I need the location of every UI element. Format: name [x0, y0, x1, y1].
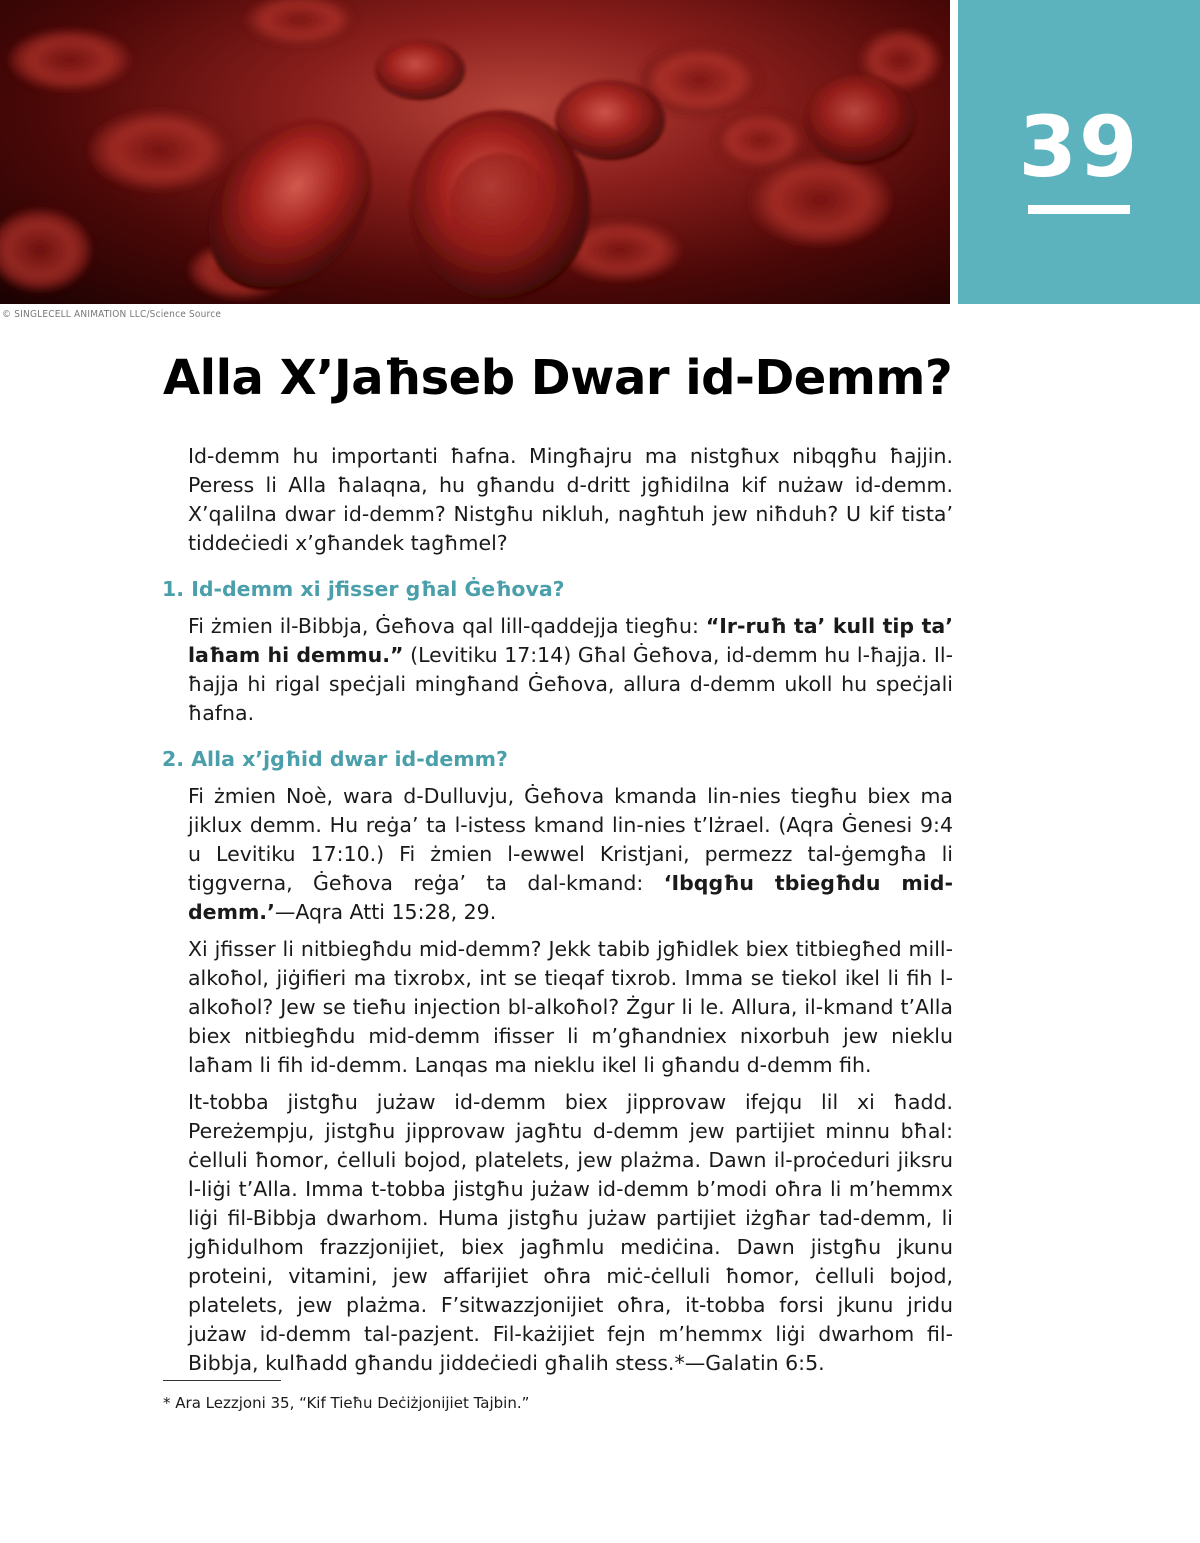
section-2-paragraph-1: Fi żmien Noè, wara d-Dulluvju, Ġeħova kmanda lin-nies tiegħu biex ma jiklux demm. Hu reġa’ ta l-istess kmand lin-nies t’Iżrael. (Aqra Ġenesi 9:4 u Levitiku 17:10.) Fi żmien l-ewwel Kristjani, permezz tal-ġemgħa li tiggverna, Ġeħova reġa’ ta dal-kmand: ‘Ibqgħu tbiegħdu mid-demm.’—Aqra Atti 15:28, 29. — [188, 784, 953, 924]
blood-cells-image — [0, 0, 950, 304]
section-heading-2: 2. Alla x’jgħid dwar id-demm? — [162, 747, 508, 771]
footnote: * Ara Lezzjoni 35, “Kif Tieħu Deċiżjonijiet Tajbin.” — [163, 1394, 530, 1412]
section-1-paragraph: Fi żmien il-Bibbja, Ġeħova qal lill-qaddejja tiegħu: “Ir-ruħ ta’ kull tip ta’ laħam hi demmu.” (Levitiku 17:14) Għal Ġeħova, id-demm hu l-ħajja. Il-ħajja hi rigal speċjali mingħand Ġeħova, allura d-demm ukoll hu speċjali ħafna. — [188, 614, 954, 725]
footnote-divider — [163, 1380, 281, 1381]
image-credit: © SINGLECELL ANIMATION LLC/Science Source — [2, 309, 222, 320]
article-body — [162, 442, 954, 1386]
badge-underline — [1028, 205, 1130, 214]
lesson-number: 39 — [1018, 98, 1140, 196]
scripture-quote-2: ‘Ibqgħu tbiegħdu mid-demm.’ — [188, 871, 953, 924]
section-2-paragraph-3: It-tobba jistgħu jużaw id-demm biex jipprovaw ifejqu lil xi ħadd. Pereżempju, jistgħu jipprovaw jagħtu d-demm jew partijiet minnu bħal: ċelluli ħomor, ċelluli bojod, platelets, jew plażma. Dawn il-proċeduri jiksru l-liġi t’Alla. Imma t-tobba jistgħu jużaw id-demm b’modi oħra li m’hemmx liġi fil-Bibbja dwarhom. Huma jistgħu jużaw partijiet iżgħar tad-demm, li jgħidulhom frazzjonijiet, biex jagħmlu mediċina. Dawn jistgħu jkunu proteini, vitamini, jew affarijiet oħra miċ-ċelluli ħomor, ċelluli bojod, platelets, jew plażma. F’sitwazzjonijiet oħra, it-tobba forsi jkunu jridu jużaw id-demm tal-pazjent. Fil-każijiet fejn m’hemmx liġi dwarhom fil-Bibbja, kulħadd għandu jiddeċiedi għalih stess.*—Galatin 6:5. — [188, 1090, 953, 1375]
section-heading-1: 1. Id-demm xi jfisser għal Ġeħova? — [162, 577, 565, 601]
lesson-number-badge — [958, 0, 1200, 304]
scripture-quote-1: “Ir-ruħ ta’ kull tip ta’ laħam hi demmu.” — [188, 614, 954, 667]
hero-image — [0, 0, 950, 304]
page-title: Alla X’Jaħseb Dwar id-Demm? — [163, 350, 953, 406]
section-2-paragraph-2: Xi jfisser li nitbiegħdu mid-demm? Jekk tabib jgħidlek biex titbiegħed mill-alkoħol, jiġifieri ma tixrobx, int se tieqaf tixrob. Imma se tiekol ikel li fih l-alkoħol? Jew se tieħu injection bl-alkoħol? Żgur li le. Allura, il-kmand t’Alla biex nitbiegħdu mid-demm ifisser li m’għandniex nixorbuh jew nieklu laħam li fih id-demm. Lanqas ma nieklu ikel li għandu d-demm fih. — [188, 937, 953, 1077]
intro-paragraph: Id-demm hu importanti ħafna. Mingħajru ma nistgħux nibqgħu ħajjin. Peress li Alla ħalaqna, hu għandu d-dritt jgħidilna kif nużaw id-demm. X’qalilna dwar id-demm? Nistgħu nikluh, nagħtuh jew niħduh? U kif tista’ tiddeċiedi x’għandek tagħmel? — [188, 444, 953, 555]
